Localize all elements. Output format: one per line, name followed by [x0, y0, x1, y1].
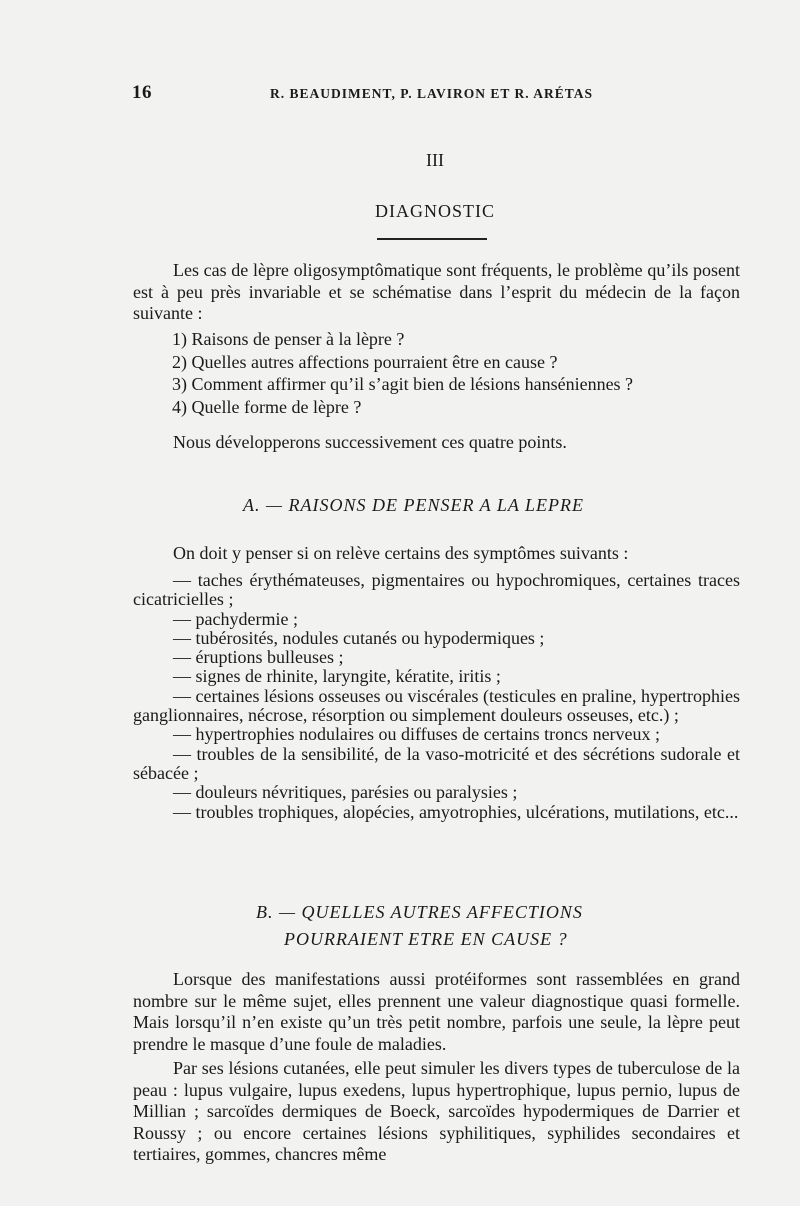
subsection-a-title: A. — RAISONS DE PENSER A LA LEPRE — [243, 495, 584, 515]
symptom-item: — pachydermie ; — [173, 608, 298, 629]
symptom-item: — signes de rhinite, laryngite, kératite, iritis ; — [173, 666, 501, 687]
question-item: 2) Quelles autres affections pourraient être en cause ? — [172, 351, 558, 372]
question-item: 4) Quelle forme de lèpre ? — [172, 396, 362, 417]
question-item: 1) Raisons de penser à la lèpre ? — [172, 329, 405, 349]
symptom-item: — douleurs névritiques, parésies ou paralysies ; — [173, 782, 518, 803]
symptom-item: — éruptions bulleuses ; — [173, 647, 344, 668]
subsection-b-title-line1: B. — QUELLES AUTRES AFFECTIONS — [256, 902, 583, 922]
subsection-b-paragraph-2: Par ses lésions cutanées, elle peut simuler les divers types de tuberculose de la peau : lupus vulgaire, lupus exedens, lupus hypertrophique, lupus pernio, lupus de Millian ; sarcoïdes dermiques de Boeck, sarcoïdes hypodermiques de Darrier et Roussy ; ou encore certaines lésions syphilitiques, syphilides secondaires et tertiaires, gommes, chancres même — [133, 1058, 740, 1164]
page-number: 16 — [132, 82, 152, 103]
question-list — [172, 328, 633, 418]
subsection-b-title-line2: POURRAIENT ETRE EN CAUSE ? — [284, 929, 568, 949]
section-title: DIAGNOSTIC — [375, 201, 495, 221]
develop-paragraph: Nous développerons successivement ces quatre points. — [173, 432, 567, 452]
section-number: III — [426, 150, 444, 170]
symptom-item: — taches érythémateuses, pigmentaires ou hypochromiques, certaines traces cicatricielles ; — [133, 570, 740, 610]
symptom-item: — troubles trophiques, alopécies, amyotrophies, ulcérations, mutilations, etc... — [173, 801, 739, 822]
symptom-item: — hypertrophies nodulaires ou diffuses de certains troncs nerveux ; — [173, 724, 661, 745]
symptom-item: — troubles de la sensibilité, de la vaso-motricité et des sécrétions sudorale et sébacée ; — [133, 743, 740, 783]
symptom-item: — certaines lésions osseuses ou viscérales (testicules en praline, hypertrophies ganglionnaires, nécrose, résorption ou simplement douleurs osseuses, etc.) ; — [133, 685, 740, 726]
symptom-item: — tubérosités, nodules cutanés ou hypodermiques ; — [173, 627, 545, 648]
intro-paragraph: Les cas de lèpre oligosymptômatique sont fréquents, le problème qu’ils posent est à peu près invariable et se schématise dans l’esprit du médecin de la façon suivante : — [133, 260, 740, 323]
subsection-a-lead: On doit y penser si on relève certains des symptômes suivants : — [173, 543, 629, 563]
question-item: 3) Comment affirmer qu’il s’agit bien de lésions hanséniennes ? — [172, 374, 634, 394]
symptom-list — [133, 571, 740, 822]
running-title-authors: R. BEAUDIMENT, P. LAVIRON ET R. ARÉTAS — [270, 86, 594, 101]
subsection-b-paragraph-1: Lorsque des manifestations aussi protéiformes sont rassemblées en grand nombre sur le même sujet, elles prennent une valeur diagnostique quasi formelle. Mais lorsqu’il n’en existe qu’un très petit nombre, parfois une seule, la lèpre peut prendre le masque d’une foule de maladies. — [133, 969, 740, 1054]
title-rule — [377, 238, 487, 240]
